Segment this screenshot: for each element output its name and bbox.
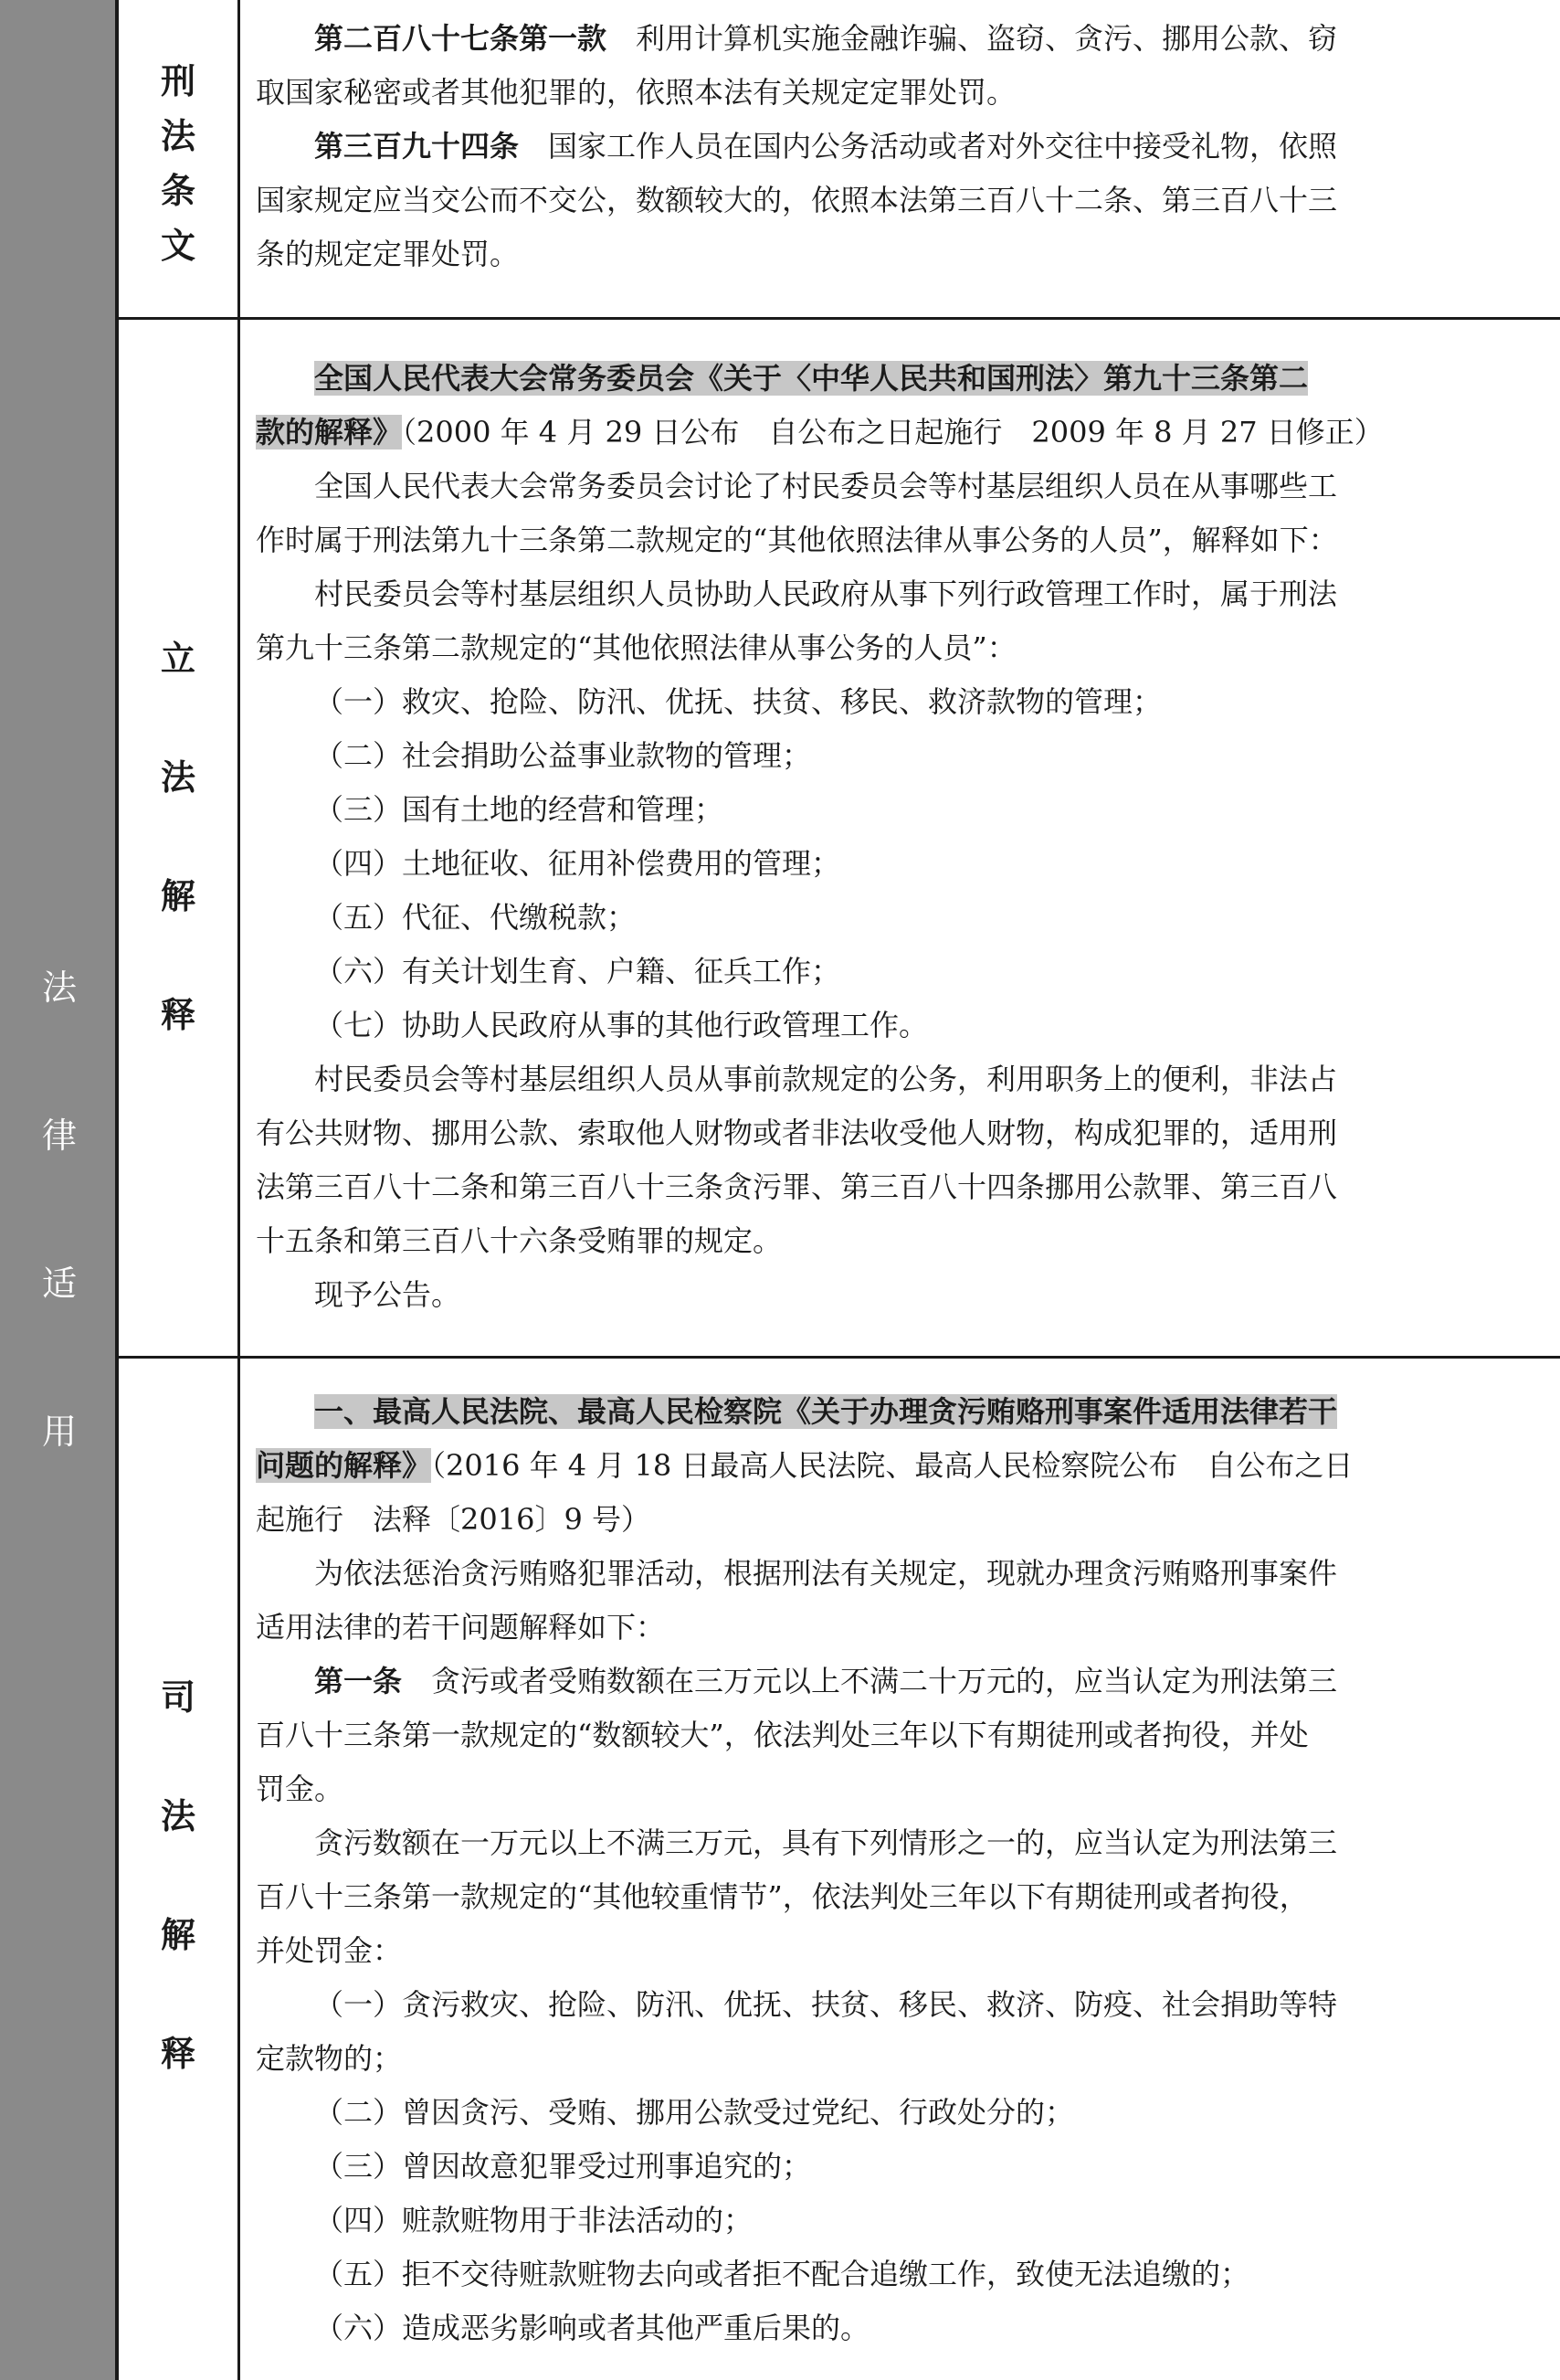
text-run: 百八十三条第一款规定的“其他较重情节”，依法判处三年以下有期徒刑或者拘役， [256,1879,1309,1914]
text-line [314,2302,870,2354]
text-line [256,1494,650,1545]
text-run: （六）有关计划生育、户籍、征兵工作； [314,954,841,989]
text-run: 贪污或者受贿数额在三万元以上不满二十万元的，应当认定为刑法第三 [402,1664,1338,1698]
text-run: 村民委员会等村基层组织人员从事前款规定的公务，利用职务上的便利，非法占 [314,1062,1338,1096]
text-run: 并处罚金： [256,1933,403,1968]
text-line [314,838,840,889]
label-char: 立 [160,639,195,679]
text-line [314,1655,1337,1707]
text-run: （三）国有土地的经营和管理； [314,792,724,827]
text-run: （五）拒不交待赃款赃物去向或者拒不配合追缴工作，致使无法追缴的； [314,2257,1250,2291]
text-run: 法第三百八十二条和第三百八十三条贪污罪、第三百八十四条挪用公款罪、第三百八 [256,1169,1338,1204]
label-char: 释 [160,995,195,1035]
category-char: 用 [41,1412,77,1452]
category-char: 适 [41,1264,77,1304]
text-line [314,1000,928,1051]
text-run: 利用计算机实施金融诈骗、盗窃、贪污、挪用公款、窃 [606,21,1338,56]
text-line [256,67,1016,118]
section-label-legislative-interpretation [119,320,240,1356]
text-run: 罚金。 [256,1772,344,1806]
text-run: 十五条和第三百八十六条受贿罪的规定。 [256,1223,783,1258]
text-run: 全国人民代表大会常务委员会讨论了村民委员会等村基层组织人员在从事哪些工 [314,469,1338,503]
text-line [256,407,1384,458]
text-run: 贪污数额在一万元以上不满三万元，具有下列情形之一的，应当认定为刑法第三 [314,1825,1338,1860]
text-run: （二）曾因贪污、受贿、挪用公款受过党纪、行政处分的； [314,2095,1075,2130]
text-run: 定款物的； [256,2041,403,2076]
text-line [314,1548,1337,1599]
text-line [314,1979,1337,2030]
text-line [256,1871,1309,1922]
text-line [256,228,519,280]
text-run: 有公共财物、挪用公款、索取他人财物或者非法收受他人财物，构成犯罪的，适用刑 [256,1116,1338,1150]
text-line [314,1269,460,1320]
label-char: 司 [160,1677,195,1718]
text-line [314,730,811,781]
text-run: 为依法惩治贪污贿赂犯罪活动，根据刑法有关规定，现就办理贪污贿赂刑事案件 [314,1556,1338,1591]
text-line [256,1709,1309,1761]
text-line [256,1763,343,1814]
text-run: 起施行 法释〔2016〕9 号） [256,1502,650,1537]
text-run: （一）救灾、抢险、防汛、优抚、扶贫、移民、救济款物的管理； [314,684,1163,719]
text-emphasis: 第三百九十四条 [314,129,520,164]
text-line [314,784,723,835]
text-run: （一）贪污救灾、抢险、防汛、优抚、扶贫、移民、救济、防疫、社会捐助等特 [314,1987,1338,2022]
text-run: （四）土地征收、征用补偿费用的管理； [314,846,841,881]
label-char: 条 [160,171,195,211]
text-emphasis: 第二百八十七条第一款 [314,21,607,56]
text-emphasis: 一、最高人民法院、最高人民检察院《关于办理贪污贿赂刑事案件适用法律若干 [314,1394,1338,1429]
text-line [314,353,1308,404]
text-line [256,1215,782,1266]
text-line [256,2033,402,2084]
text-run: （三）曾因故意犯罪受过刑事追究的； [314,2149,812,2184]
text-run: 百八十三条第一款规定的“数额较大”，依法判处三年以下有期徒刑或者拘役，并处 [256,1718,1309,1752]
label-char: 法 [160,116,195,156]
label-char: 解 [160,876,195,916]
text-run: （五）代征、代缴税款； [314,900,637,935]
text-run: 作时属于刑法第九十三条第二款规定的“其他依照法律从事公务的人员”，解释如下： [256,523,1338,557]
category-char: 法 [41,968,77,1008]
text-line [314,1817,1337,1868]
label-char: 释 [160,2034,195,2074]
text-run: 取国家秘密或者其他犯罪的，依照本法有关规定定罪处罚。 [256,75,1017,110]
section-label-judicial-interpretation [119,1359,240,2380]
label-char: 文 [160,226,195,266]
judicial-interpretation-section [119,1359,1560,2380]
legislative-interpretation-section [119,320,1560,1359]
text-run: 村民委员会等村基层组织人员协助人民政府从事下列行政管理工作时，属于刑法 [314,576,1338,611]
text-run: 现予公告。 [314,1277,461,1312]
text-line [314,676,1162,727]
text-run: 适用法律的若干问题解释如下： [256,1610,666,1645]
text-line [314,121,1337,172]
text-line [314,1053,1337,1105]
category-char: 律 [41,1116,77,1156]
category-label [0,914,119,1506]
text-line [314,460,1337,512]
category-bar [0,0,119,2380]
text-line [256,1602,665,1653]
label-char: 法 [160,757,195,798]
text-run: （七）协助人民政府从事的其他行政管理工作。 [314,1008,929,1042]
text-line [256,1107,1337,1158]
criminal-law-section [119,0,1560,320]
text-line [256,1440,1353,1491]
text-emphasis: 款的解释》 [256,415,403,450]
text-run: （2016 年 4 月 18 日最高人民法院、最高人民检察院公布 自公布之日 [431,1448,1354,1483]
label-char: 刑 [160,61,195,101]
text-emphasis: 第一条 [314,1664,403,1698]
text-line [314,892,636,943]
label-char: 法 [160,1796,195,1836]
text-emphasis: 问题的解释》 [256,1448,432,1483]
text-line [314,2248,1249,2300]
text-run: （四）赃款赃物用于非法活动的； [314,2203,754,2237]
text-line [314,568,1337,619]
text-run: 国家规定应当交公而不交公，数额较大的，依照本法第三百八十二条、第三百八十三 [256,183,1338,217]
text-line [314,2141,811,2192]
text-run: 国家工作人员在国内公务活动或者对外交往中接受礼物，依照 [519,129,1338,164]
text-run: 条的规定定罪处罚。 [256,237,520,271]
text-line [256,175,1337,226]
section-label-criminal-law [119,0,240,317]
text-line [256,1161,1337,1212]
text-emphasis: 全国人民代表大会常务委员会《关于〈中华人民共和国刑法〉第九十三条第二 [314,361,1309,396]
text-run: （二）社会捐助公益事业款物的管理； [314,738,812,773]
text-line [314,1386,1337,1437]
text-line [314,2087,1074,2138]
text-run: 第九十三条第二款规定的“其他依照法律从事公务的人员”： [256,630,1017,665]
text-run: （2000 年 4 月 29 日公布 自公布之日起施行 2009 年 8 月 27 日修正） [402,415,1384,450]
text-line [256,514,1338,566]
text-line [256,1925,402,1976]
text-line [314,13,1337,64]
text-line [256,622,1017,673]
label-char: 解 [160,1915,195,1955]
text-run: （六）造成恶劣影响或者其他严重后果的。 [314,2311,870,2345]
text-line [314,946,840,997]
text-line [314,2195,753,2246]
